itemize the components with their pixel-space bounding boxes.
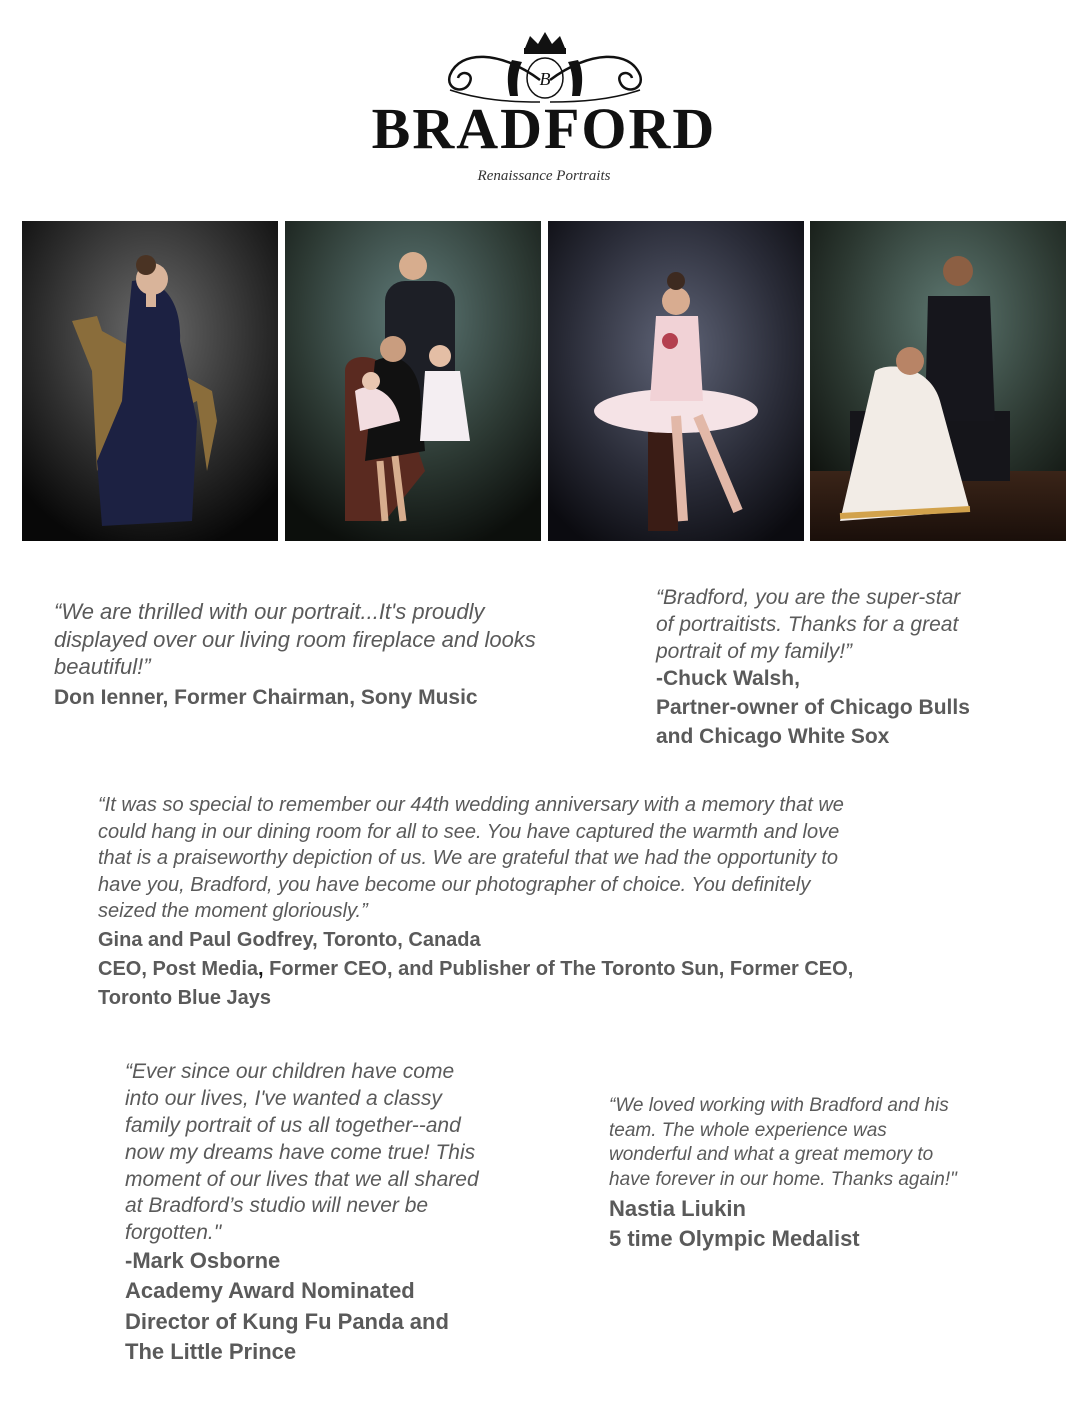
testimonial-3-attribution: Gina and Paul Godfrey, Toronto, Canada CEO, Post Media, Former CEO, and Publisher of The Toronto Sun, Former CEO, Toronto Blue Jays: [98, 929, 854, 1009]
testimonial-5-quote: “We loved working with Bradford and his team. The whole experience was wonderful and what a great memory to have forever in our home. Thanks again!": [609, 1095, 957, 1191]
testimonial-2-attribution: -Chuck Walsh, Partner-owner of Chicago Bulls and Chicago White Sox: [656, 667, 970, 748]
testimonial-4-quote: “Ever since our children have come into our lives, I've wanted a classy family portrait of us all together--and now my dreams have come true! This moment of our lives that we all shared at Bradford’s studio will never be forgotten.": [125, 1060, 479, 1245]
testimonial-1-attribution: Don Ienner, Former Chairman, Sony Music: [54, 686, 478, 709]
portrait-photo-4: [810, 221, 1066, 541]
portrait-family-image: [285, 221, 541, 541]
portrait-photo-1: [22, 221, 278, 541]
portrait-photo-2: [285, 221, 541, 541]
portrait-photo-3: [548, 221, 804, 541]
svg-text:B: B: [539, 69, 551, 89]
logo: [0, 0, 1088, 205]
testimonial-1-quote: “We are thrilled with our portrait...It's proudly displayed over our living room fireplace and looks beautiful!”: [54, 599, 536, 679]
portrait-ballerina-image: [548, 221, 804, 541]
testimonial-3-quote: “It was so special to remember our 44th wedding anniversary with a memory that we could hang in our dining room for all to see. You have captured the warmth and love that is a praiseworthy depiction of us. We are grateful that we had the opportunity to have you, Bradford, you have become our photographer of choice. You definitely seized the moment gloriously.”: [98, 794, 844, 923]
testimonial-5-attribution: Nastia Liukin 5 time Olympic Medalist: [609, 1196, 860, 1251]
testimonial-4-attribution: -Mark Osborne Academy Award Nominated Director of Kung Fu Panda and The Little Prince: [125, 1248, 449, 1365]
testimonial-2-quote: “Bradford, you are the super-star of portraitists. Thanks for a great portrait of my family!”: [656, 586, 961, 663]
portrait-woman-navy-gown-image: [22, 221, 278, 541]
brand-name: BRADFORD: [371, 96, 717, 161]
portrait-couple-image: [810, 221, 1066, 541]
brand-tagline: Renaissance Portraits: [477, 168, 611, 184]
